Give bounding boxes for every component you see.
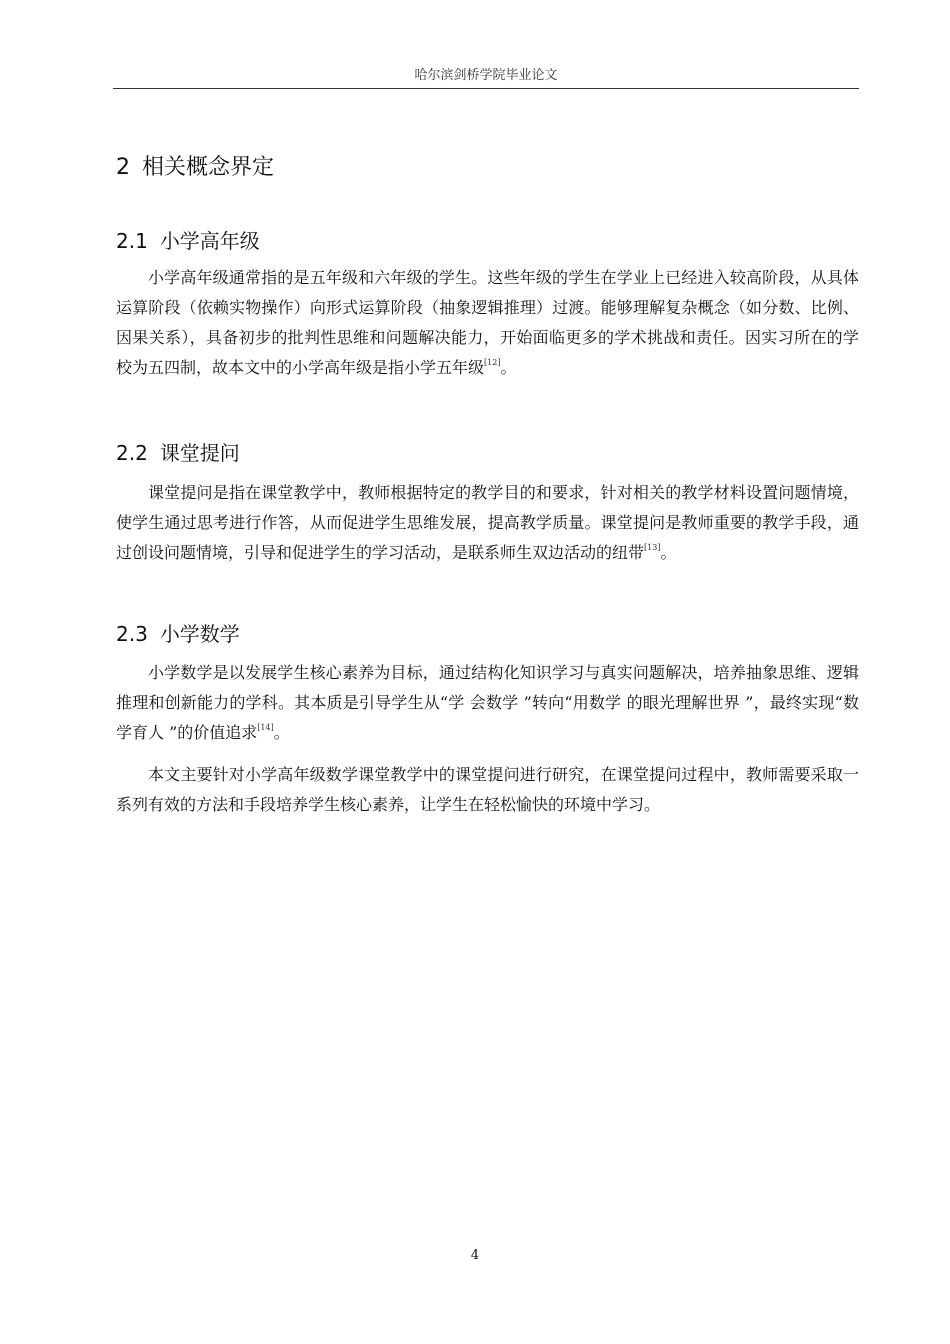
chapter-heading — [116, 150, 274, 181]
citation-ref[interactable]: [12] — [484, 358, 501, 367]
running-header: 哈尔滨剑桥学院毕业论文 — [414, 68, 558, 83]
section-number: 2.2 — [116, 441, 148, 465]
section-paragraph-2-2 — [116, 478, 859, 568]
paragraph-end: 。 — [273, 723, 290, 742]
section-paragraph-2-3-b — [116, 760, 859, 820]
section-heading-2-3 — [116, 618, 240, 647]
section-paragraph-2-1 — [116, 263, 859, 383]
section-title: 小学高年级 — [159, 229, 260, 253]
citation-ref[interactable]: [13] — [644, 543, 661, 552]
paragraph-end: 。 — [660, 543, 677, 562]
section-title: 小学数学 — [159, 622, 240, 646]
page-number: 4 — [470, 1248, 480, 1263]
section-paragraph-2-3 — [116, 658, 859, 748]
chapter-number: 2 — [116, 155, 130, 180]
header-rule — [113, 88, 859, 89]
paragraph-text: 小学高年级通常指的是五年级和六年级的学生。这些年级的学生在学业上已经进入较高阶段，从具体运算阶段（依赖实物操作）向形式运算阶段（抽象逻辑推理）过渡。能够理解复杂概念（如分数、比例、因果关系），具备初步的批判性思维和问题解决能力，开始面临更多的学术挑战和责任。因实习所在的学校为五四制，故本文中的小学高年级是指小学五年级 — [116, 268, 859, 377]
section-heading-2-2 — [116, 437, 240, 466]
section-title: 课堂提问 — [159, 441, 240, 465]
paragraph-text: 课堂提问是指在课堂教学中，教师根据特定的教学目的和要求，针对相关的教学材料设置问题情境，使学生通过思考进行作答，从而促进学生思维发展，提高教学质量。课堂提问是教师重要的教学手段，通过创设问题情境，引导和促进学生的学习活动，是联系师生双边活动的纽带 — [116, 483, 859, 562]
section-number: 2.3 — [116, 622, 148, 646]
citation-ref[interactable]: [14] — [257, 723, 274, 732]
chapter-title: 相关概念界定 — [142, 155, 275, 180]
section-number: 2.1 — [116, 229, 148, 253]
paragraph-text: 本文主要针对小学高年级数学课堂教学中的课堂提问进行研究，在课堂提问过程中，教师需要采取一系列有效的方法和手段培养学生核心素养，让学生在轻松愉快的环境中学习。 — [116, 765, 859, 814]
section-heading-2-1 — [116, 225, 260, 254]
paragraph-text: 小学数学是以发展学生核心素养为目标，通过结构化知识学习与真实问题解决，培养抽象思维、逻辑推理和创新能力的学科。其本质是引导学生从“学 会数学 ”转向“用数学 的眼光理解世界 ”，最终实现“数学育人 ”的价值追求 — [116, 663, 859, 742]
paragraph-end: 。 — [500, 358, 517, 377]
